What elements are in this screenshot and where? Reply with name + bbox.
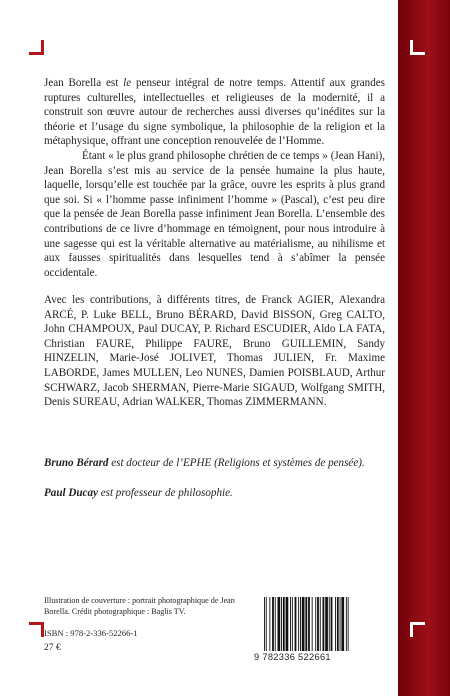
barcode-bar xyxy=(348,597,349,651)
barcode-bar xyxy=(286,597,289,651)
cover-credit: Illustration de couverture : portrait photographique de Jean Borella. Crédit photographique : Baglis TV. xyxy=(44,596,235,616)
barcode-bar xyxy=(278,597,281,651)
barcode-bar xyxy=(295,597,297,651)
corner-mark-bottom-right xyxy=(410,622,425,637)
corner-mark-bottom-left xyxy=(29,622,44,637)
barcode-bar xyxy=(275,597,276,651)
barcode-bar xyxy=(315,597,316,651)
corner-mark-top-right xyxy=(410,40,425,55)
corner-mark-top-left xyxy=(29,40,44,55)
barcode-bar xyxy=(337,597,339,651)
barcode-bar xyxy=(341,597,344,651)
barcode-bar xyxy=(298,597,299,651)
barcode-bar xyxy=(264,597,265,651)
barcode-bar xyxy=(269,597,270,651)
barcode-bar xyxy=(346,597,347,651)
author-bio-ducay: Paul Ducay est professeur de philosophie. xyxy=(44,487,233,499)
barcode-bar xyxy=(281,597,282,651)
barcode-bar xyxy=(300,597,301,651)
barcode-bar xyxy=(305,597,307,651)
barcode-bar xyxy=(283,597,285,651)
barcode-bar xyxy=(272,597,274,651)
barcode-bar xyxy=(335,597,336,651)
barcode-bar xyxy=(320,597,321,651)
barcode-bar xyxy=(340,597,341,651)
blurb xyxy=(44,76,385,280)
blurb-paragraph-1: Jean Borella est le penseur intégral de notre temps. Attentif aux grandes ruptures culturelles, intellectuelles et religieuses de la modernité, il a construit son œuvre autour de recherches aussi diverses qu’inédites sur la théorie et l’usage du signe symbolique, la philosophie de la religion et la métaphysique, offrant une conception renouvelée de l’Homme. xyxy=(44,77,385,148)
barcode-bar xyxy=(312,597,313,651)
isbn: ISBN : 978-2-336-52266-1 xyxy=(44,628,138,638)
barcode-bar xyxy=(323,597,325,651)
barcode-digits: 9 782336 522661 xyxy=(254,652,331,662)
barcode-bars-icon xyxy=(260,597,374,651)
barcode-bar xyxy=(302,597,305,651)
barcode-bar xyxy=(325,597,328,651)
red-spine-band xyxy=(398,0,450,696)
barcode-bar xyxy=(290,597,291,651)
barcode-bar xyxy=(317,597,319,651)
barcode-bar xyxy=(331,597,333,651)
author-bio-berard: Bruno Bérard est docteur de l’EPHE (Religions et systèmes de pensée). xyxy=(44,457,365,469)
barcode-bar xyxy=(292,597,293,651)
price: 27 € xyxy=(44,642,61,653)
barcode-bar xyxy=(329,597,330,651)
barcode-bar xyxy=(266,597,267,651)
barcode-bar xyxy=(308,597,310,651)
contributors-list: Avec les contributions, à différents titres, de Franck AGIER, Alexandra ARCÉ, P. Luke BELL, Bruno BÉRARD, David BISSON, Greg CALTO, John CHAMPOUX, Paul DUCAY, P. Richard ESCUDIER, Aldo LA FATA, Christian FAURE, Philippe FAURE, Bruno GUILLEMIN, Sandy HINZELIN, Marie-José JOLIVET, Thomas JULIEN, Fr. Maxime LABORDE, James MULLEN, Leo NUNES, Damien POISBLAUD, Arthur SCHWARZ, Jacob SHERMAN, Pierre-Marie SIGAUD, Wolfgang SMITH, Denis SUREAU, Adrian WALKER, Thomas ZIMMERMANN. xyxy=(44,294,385,409)
blurb-paragraph-2: Étant « le plus grand philosophe chrétien de ce temps » (Jean Hani), Jean Borella s’est mis au service de la pensée humaine la plus haute, laquelle, lorsqu’elle est touchée par la grâce, ouvre les esprits à plus grand que soi. Si « l’homme passe infiniment l’homme » (Pascal), c’est peu dire que la pensée de Jean Borella passe infiniment Jean Borella. L’ensemble des contributions de ce livre d’hommage en témoignent, pour nous introduire à une sagesse qui est la véritable alternative au matérialisme, au nihilisme et aux fausses spiritualités dans lesquelles tend à s’abîmer la pensée occidentale. xyxy=(44,149,385,279)
